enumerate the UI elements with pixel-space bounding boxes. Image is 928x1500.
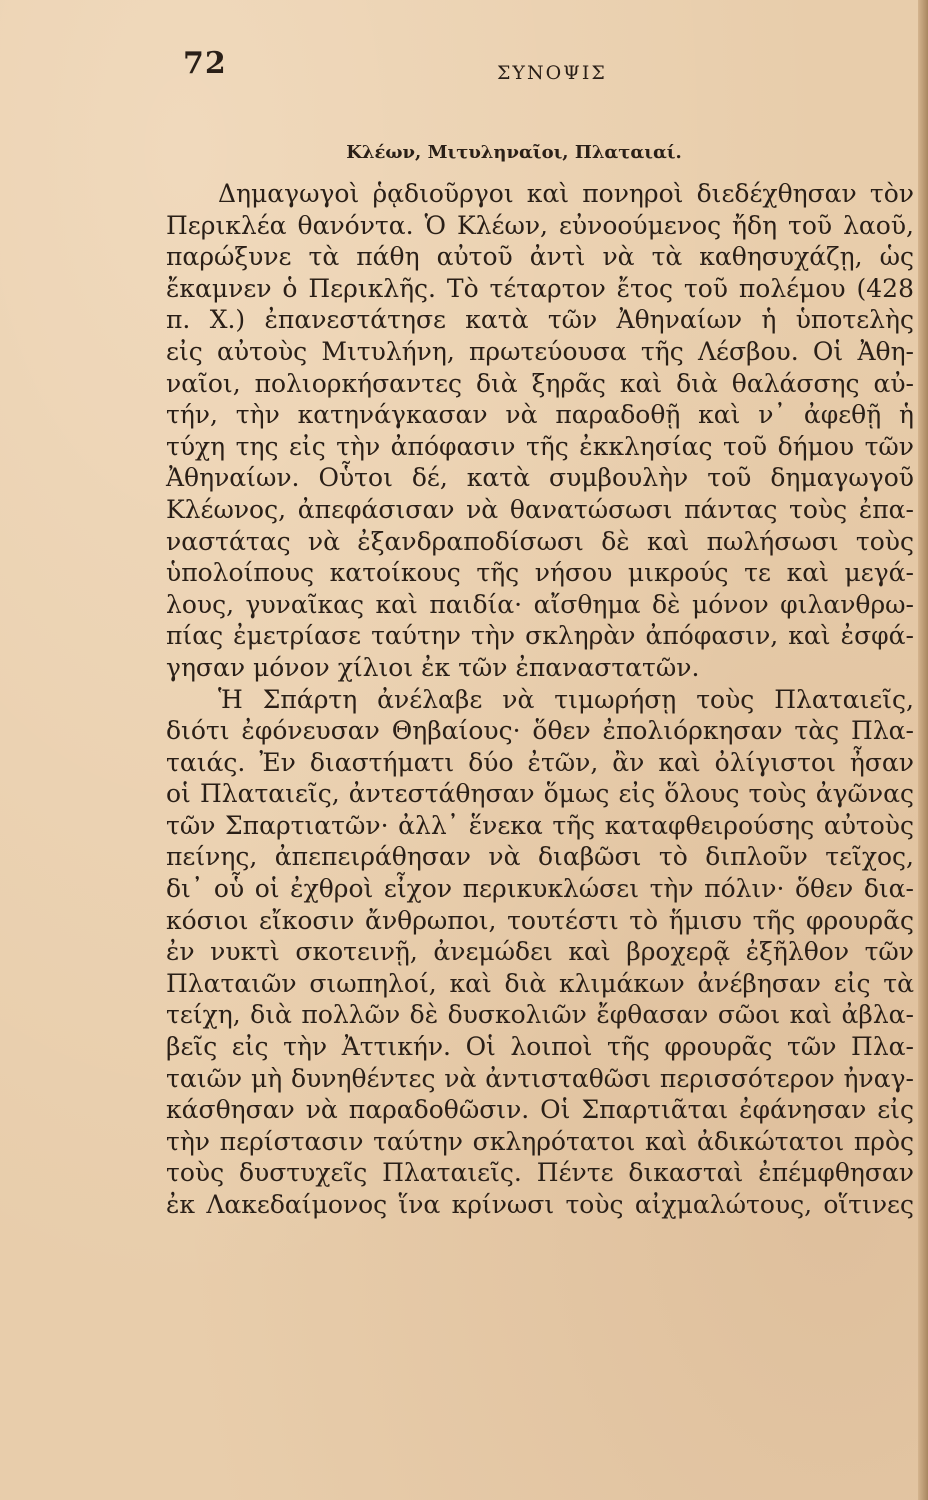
page-number: 72 [183,46,227,81]
text-line: τύχη της εἰς τὴν ἀπόφασιν τῆς ἐκκλησίας τοῦ δήμου τῶν [166,431,914,461]
text-line: ἐν νυκτὶ σκοτεινῇ, ἀνεμώδει καὶ βροχερᾷ ἐξῆλθον τῶν [166,937,914,967]
text-line: λους, γυναῖκας καὶ παιδία· αἴσθημα δὲ μόνον φιλανθρω- [166,589,914,619]
text-line: Κλέωνος, ἀπεφάσισαν νὰ θανατώσωσι πάντας τοὺς ἐπα- [166,494,914,524]
text-line: τῶν Σπαρτιατῶν· ἀλλ᾽ ἕνεκα τῆς καταφθειρούσης αὐτοὺς [166,810,914,840]
text-line: τείχη, διὰ πολλῶν δὲ δυσκολιῶν ἔφθασαν σῶοι καὶ ἀβλα- [166,1000,914,1030]
text-line: ὑπολοίπους κατοίκους τῆς νήσου μικρούς τε καὶ μεγά- [166,558,914,588]
text-line: Ἡ Σπάρτη ἀνέλαβε νὰ τιμωρήσῃ τοὺς Πλαταιεῖς, [218,684,914,714]
body-text [166,178,914,1221]
text-line: ἔκαμνεν ὁ Περικλῆς. Τὸ τέταρτον ἔτος τοῦ πολέμου (428 [166,273,914,303]
text-line: τοὺς δυστυχεῖς Πλαταιεῖς. Πέντε δικασταὶ ἐπέμφθησαν [166,1158,914,1188]
text-line: Δημαγωγοὶ ῥᾳδιοῦργοι καὶ πονηροὶ διεδέχθησαν τὸν [218,179,914,208]
text-line: Ἀθηναίων. Οὗτοι δέ, κατὰ συμβουλὴν τοῦ δημαγωγοῦ [166,463,914,493]
text-line: οἱ Πλαταιεῖς, ἀντεστάθησαν ὅμως εἰς ὅλους τοὺς ἀγῶνας [166,779,914,809]
text-line: διότι ἐφόνευσαν Θηβαίους· ὅθεν ἐπολιόρκησαν τὰς Πλα- [166,716,914,746]
text-line: πείνης, ἀπεπειράθησαν νὰ διαβῶσι τὸ διπλοῦν τεῖχος, [166,842,914,872]
text-line: κάσθησαν νὰ παραδοθῶσιν. Οἱ Σπαρτιᾶται ἐφάνησαν εἰς [166,1095,914,1125]
text-line: τήν, τὴν κατηνάγκασαν νὰ παραδοθῇ καὶ ν᾽ ἀφεθῇ ἡ [166,400,914,430]
text-line: ταιάς. Ἐν διαστήματι δύο ἐτῶν, ἂν καὶ ὀλίγιστοι ἦσαν [166,747,914,777]
text-line: γησαν μόνον χίλιοι ἐκ τῶν ἐπαναστατῶν. [166,652,700,682]
text-line: ναστάτας νὰ ἐξανδραποδίσωσι δὲ καὶ πωλήσωσι τοὺς [166,526,914,556]
text-line: ταιῶν μὴ δυνηθέντες νὰ ἀντισταθῶσι περισσότερον ἠναγ- [166,1063,914,1093]
running-head: ΣΥΝΟΨΙΣ [497,62,607,84]
text-line: πίας ἐμετρίασε ταύτην τὴν σκληρὰν ἀπόφασιν, καὶ ἐσφά- [166,621,914,651]
text-line: εἰς αὐτοὺς Μιτυλήνη, πρωτεύουσα τῆς Λέσβου. Οἱ Ἀθη- [166,336,914,366]
text-line: βεῖς εἰς τὴν Ἀττικήν. Οἱ λοιποὶ τῆς φρουρᾶς τῶν Πλα- [166,1032,914,1062]
text-line: ναῖοι, πολιορκήσαντες διὰ ξηρᾶς καὶ διὰ θαλάσσης αὐ- [166,368,914,398]
page-edge [918,0,928,1500]
section-title: Κλέων, Μιτυληναῖοι, Πλαταιαί. [346,142,682,163]
text-line: π. Χ.) ἐπανεστάτησε κατὰ τῶν Ἀθηναίων ἡ ὑποτελὴς [166,305,914,335]
text-line: παρώξυνε τὰ πάθη αὐτοῦ ἀντὶ νὰ τὰ καθησυχάζῃ, ὡς [166,242,914,272]
text-line: τὴν περίστασιν ταύτην σκληρότατοι καὶ ἀδικώτατοι πρὸς [166,1126,914,1156]
text-line: κόσιοι εἴκοσιν ἄνθρωποι, τουτέστι τὸ ἥμισυ τῆς φρουρᾶς [166,905,914,935]
text-line: ἐκ Λακεδαίμονος ἵνα κρίνωσι τοὺς αἰχμαλώτους, οἵτινες [166,1190,914,1219]
text-line: Πλαταιῶν σιωπηλοί, καὶ διὰ κλιμάκων ἀνέβησαν εἰς τὰ [166,968,914,998]
text-line: δι᾽ οὗ οἱ ἐχθροὶ εἶχον περικυκλώσει τὴν πόλιν· ὅθεν δια- [166,874,914,904]
text-line: Περικλέα θανόντα. Ὁ Κλέων, εὐνοούμενος ἤδη τοῦ λαοῦ, [166,210,914,240]
